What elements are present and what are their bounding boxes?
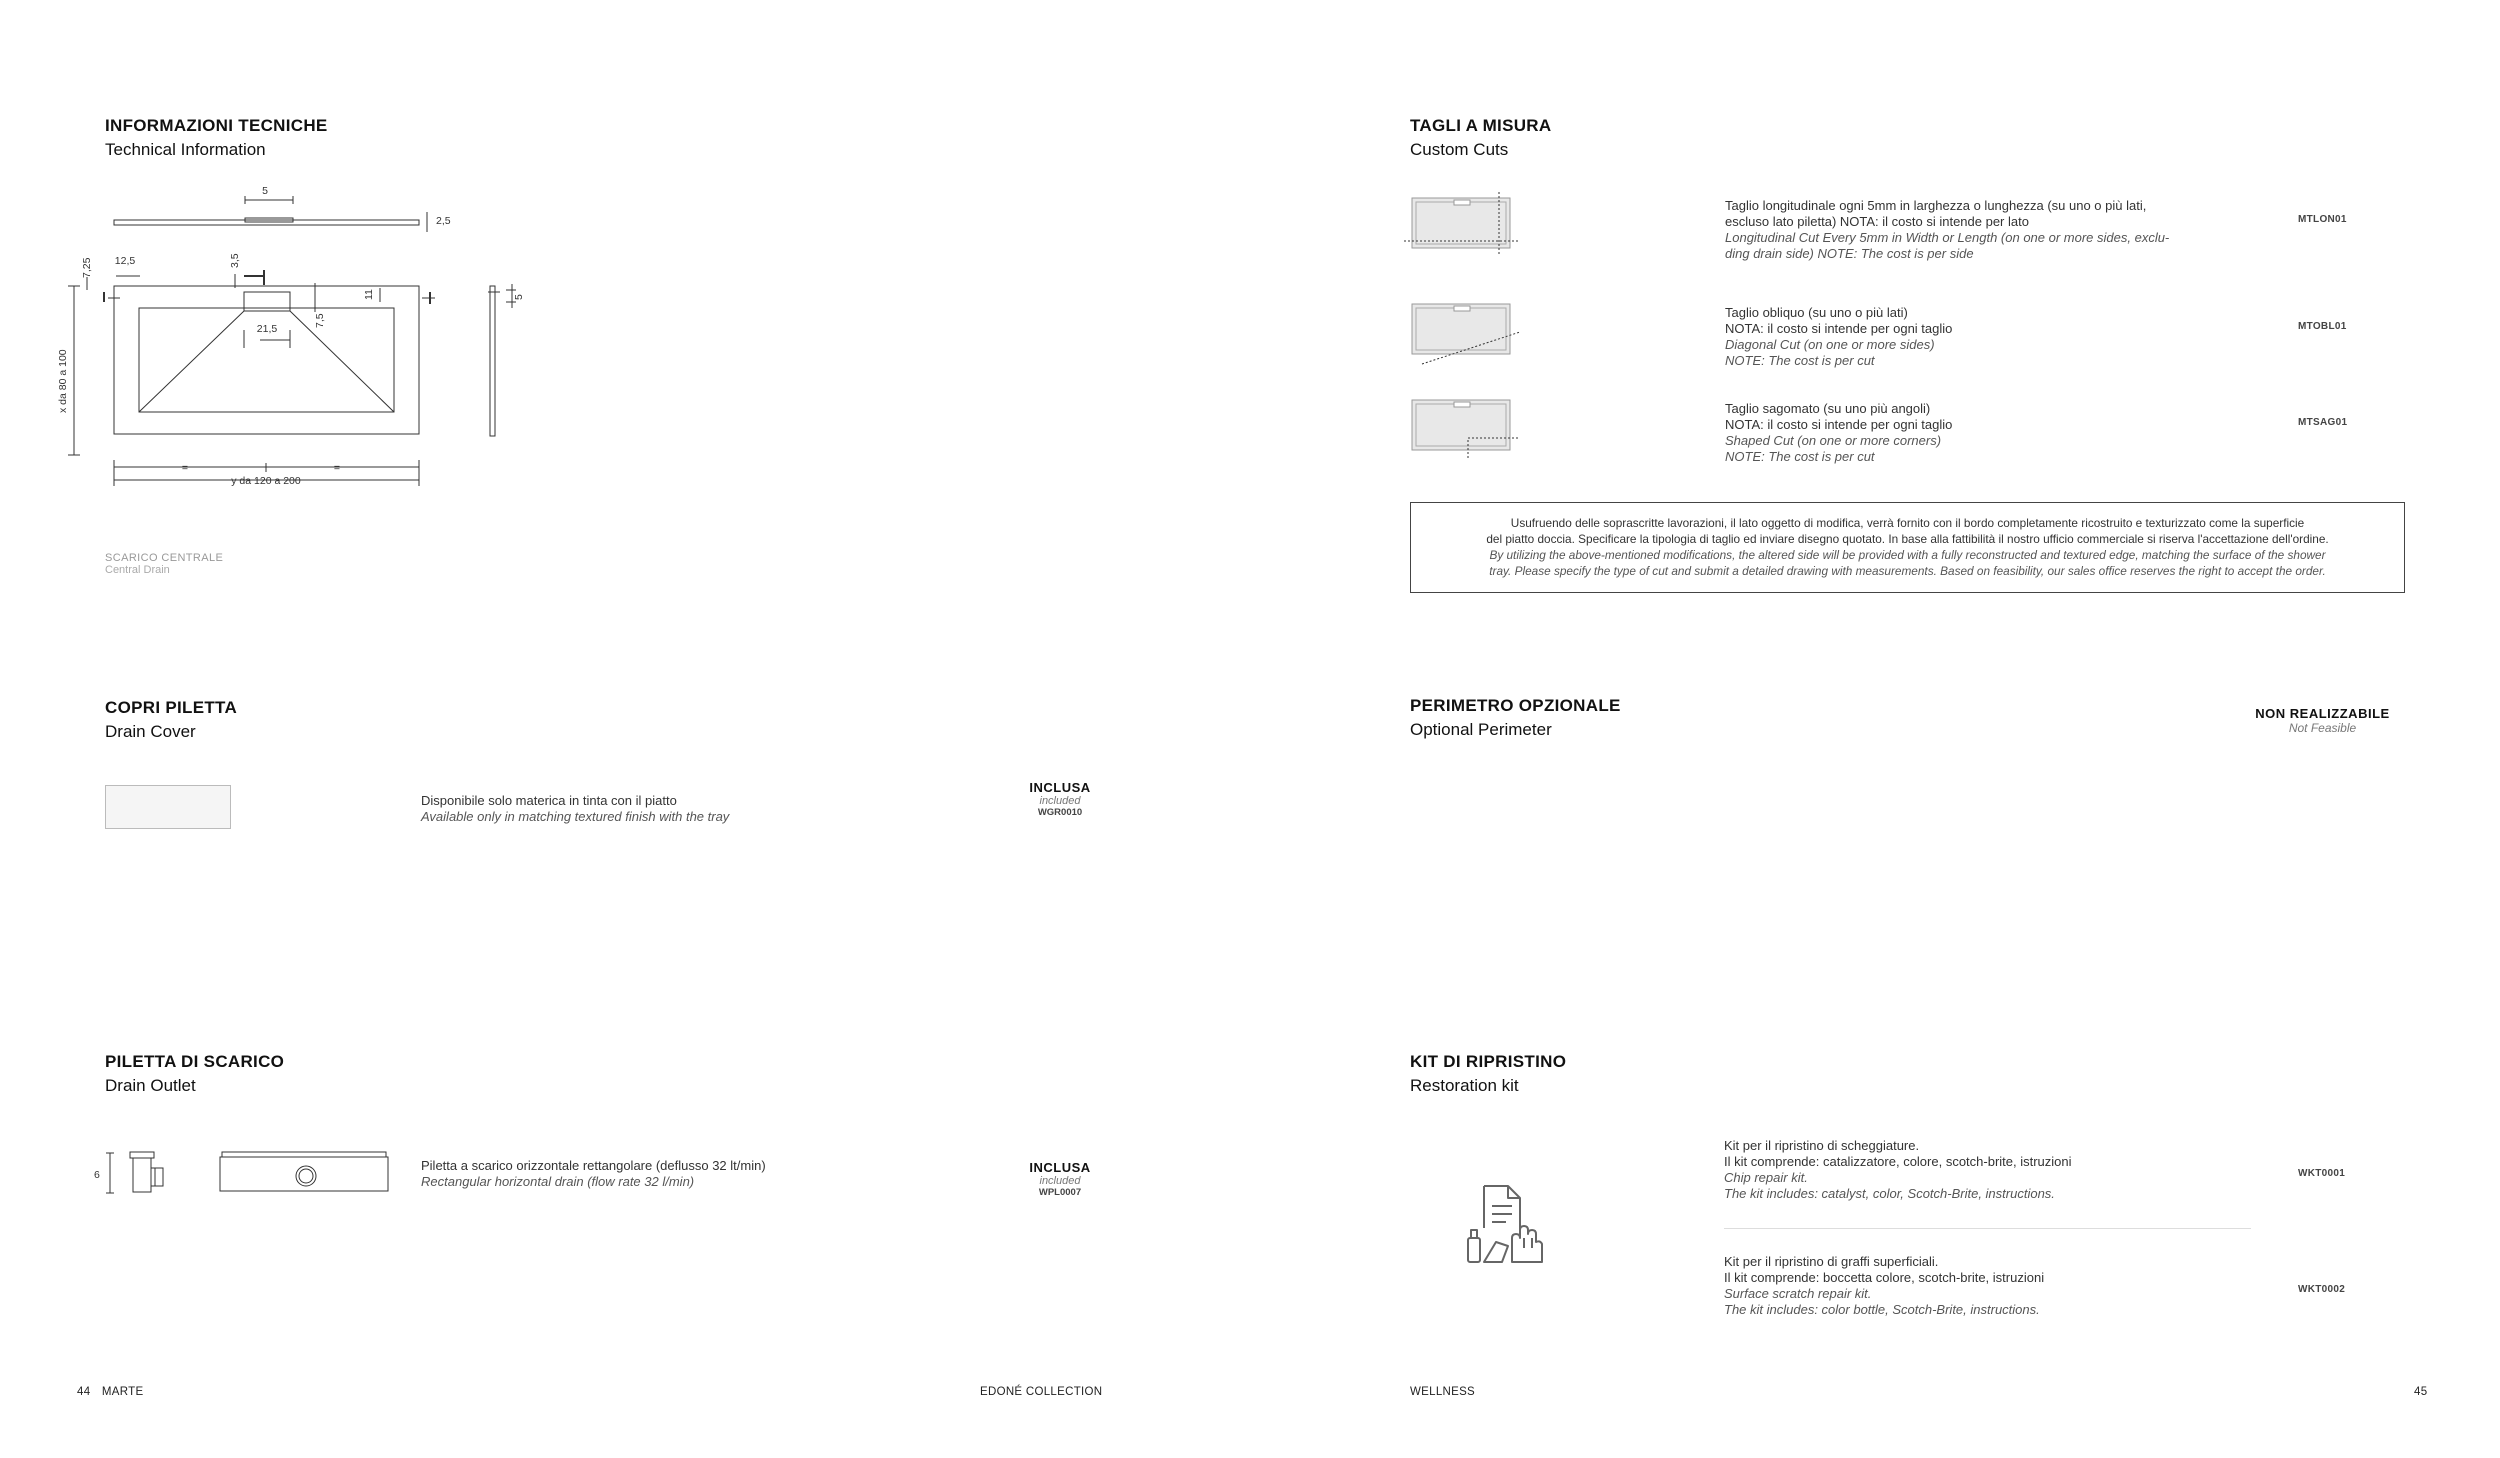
note-en-line-1: By utilizing the above-mentioned modifications, the altered side will be provided with a fully reconstructed and textured edge, matching the surface of the shower: [1489, 548, 2326, 562]
kit-2-code: WKT0002: [2298, 1284, 2346, 1295]
drain-outlet-status-en: included: [1039, 1175, 1081, 1187]
kit-item-chip: [1724, 1138, 2072, 1202]
collection-name: EDONÉ COLLECTION: [980, 1386, 1103, 1398]
diagonal-cut-icon: [1402, 296, 1522, 366]
drain-cover-desc-en: Available only in matching textured finish with the tray: [421, 809, 730, 824]
dim-2-5: 2,5: [436, 215, 451, 227]
kit-item-scratch: [1724, 1254, 2044, 1318]
dim-y-range: y da 120 a 200: [231, 475, 301, 487]
cut-3-code: MTSAG01: [2298, 417, 2348, 428]
drain-cover-title: COPRI PILETTA: [105, 698, 238, 717]
kit-1-en-line-1: Chip repair kit.: [1724, 1170, 1808, 1185]
tech-info-title: INFORMAZIONI TECNICHE: [105, 116, 328, 135]
drain-outlet-header: [105, 1052, 284, 1096]
kit-1-code: WKT0001: [2298, 1168, 2346, 1179]
perimeter-header: [1410, 696, 1621, 740]
kit-divider: [1724, 1228, 2251, 1229]
cut-item-longitudinal: [1725, 198, 2169, 262]
custom-cuts-note: [1410, 502, 2405, 593]
perimeter-subtitle: Optional Perimeter: [1410, 720, 1552, 739]
cut-1-it-line-2: escluso lato piletta) NOTA: il costo si intende per lato: [1725, 214, 2029, 229]
kit-2-it-line-1: Kit per il ripristino di graffi superficiali.: [1724, 1254, 1939, 1269]
drain-outlet-desc: [421, 1158, 766, 1190]
cut-3-it-line-2: NOTA: il costo si intende per ogni taglio: [1725, 417, 1953, 432]
dim-equal-right: =: [333, 462, 341, 474]
custom-cuts-subtitle: Custom Cuts: [1410, 140, 1509, 159]
cut-3-en-line-1: Shaped Cut (on one or more corners): [1725, 433, 1942, 448]
cut-2-it-line-2: NOTA: il costo si intende per ogni taglio: [1725, 321, 1953, 336]
custom-cuts-header: [1410, 116, 1551, 160]
dim-11: 11: [363, 289, 375, 300]
drain-outlet-subtitle: Drain Outlet: [105, 1076, 196, 1095]
right-page-number: 45: [2414, 1386, 2428, 1398]
drain-outlet-desc-en: Rectangular horizontal drain (flow rate 32 l/min): [421, 1174, 695, 1189]
cut-1-en-line-1: Longitudinal Cut Every 5mm in Width or Length (on one or more sides, exclu-: [1725, 230, 2170, 245]
tech-info-subtitle: Technical Information: [105, 140, 266, 159]
drain-cover-status: [1010, 780, 1110, 818]
caption-subtitle: Central Drain: [105, 564, 170, 576]
drain-cover-status-label: INCLUSA: [1029, 780, 1091, 795]
dim-3-5: 3,5: [229, 253, 241, 268]
drain-outlet-code: WPL0007: [1038, 1187, 1082, 1198]
drain-outlet-status-label: INCLUSA: [1029, 1160, 1091, 1175]
dim-5-side: 5: [513, 294, 525, 300]
drain-outlet-status: [1010, 1160, 1110, 1198]
dim-equal-left: =: [181, 462, 189, 474]
drain-outlet-desc-it: Piletta a scarico orizzontale rettangolare (deflusso 32 lt/min): [421, 1158, 766, 1173]
cut-2-en-line-2: NOTE: The cost is per cut: [1725, 353, 1875, 368]
note-it-line-2: del piatto doccia. Specificare la tipologia di taglio ed inviare disegno quotato. In base alla fattibilità il nostro ufficio commerciale si riserva l'accettazione dell'ordine.: [1486, 532, 2329, 546]
kit-1-en-line-2: The kit includes: catalyst, color, Scotch-Brite, instructions.: [1724, 1186, 2055, 1201]
repair-kit-icon: [1462, 1180, 1552, 1270]
kit-2-it-line-2: Il kit comprende: boccetta colore, scotch-brite, istruzioni: [1724, 1270, 2045, 1285]
perimeter-status: [2240, 706, 2405, 735]
dim-5-top: 5: [262, 185, 268, 197]
restoration-subtitle: Restoration kit: [1410, 1076, 1519, 1095]
dim-x-range: x da 80 a 100: [57, 349, 69, 413]
cut-1-it-line-1: Taglio longitudinale ogni 5mm in larghezza o lunghezza (su uno o più lati,: [1725, 198, 2147, 213]
cut-3-it-line-1: Taglio sagomato (su uno più angoli): [1725, 401, 1931, 416]
kit-2-en-line-1: Surface scratch repair kit.: [1724, 1286, 1872, 1301]
cut-item-shaped: [1725, 401, 1952, 465]
cut-2-it-line-1: Taglio obliquo (su uno o più lati): [1725, 305, 1908, 320]
drain-cover-code: WGR0010: [1037, 807, 1083, 818]
kit-1-it-line-2: Il kit comprende: catalizzatore, colore, scotch-brite, istruzioni: [1724, 1154, 2072, 1169]
cut-2-en-line-1: Diagonal Cut (on one or more sides): [1725, 337, 1935, 352]
dim-21-5: 21,5: [256, 323, 278, 335]
dim-7-5: 7,5: [314, 313, 326, 328]
left-footer: [77, 1386, 143, 1398]
cut-item-diagonal: [1725, 305, 1952, 369]
cut-1-en-line-2: ding drain side) NOTE: The cost is per side: [1725, 246, 1974, 261]
kit-1-it-line-1: Kit per il ripristino di scheggiature.: [1724, 1138, 1920, 1153]
longitudinal-cut-icon: [1402, 190, 1522, 260]
custom-cuts-title: TAGLI A MISURA: [1410, 116, 1552, 135]
kit-2-en-line-2: The kit includes: color bottle, Scotch-Brite, instructions.: [1724, 1302, 2040, 1317]
drain-cover-image: [105, 785, 231, 829]
dim-12-5: 12,5: [114, 255, 136, 267]
tech-info-header: [105, 116, 328, 160]
restoration-header: [1410, 1052, 1566, 1096]
restoration-title: KIT DI RIPRISTINO: [1410, 1052, 1567, 1071]
perimeter-status-label: NON REALIZZABILE: [2255, 706, 2390, 721]
cut-1-code: MTLON01: [2298, 214, 2347, 225]
drain-cover-desc: [421, 793, 729, 825]
dim-7-25: 7,25: [81, 257, 93, 278]
model-name: MARTE: [101, 1386, 144, 1398]
section-name: WELLNESS: [1410, 1386, 1476, 1398]
drain-cover-subtitle: Drain Cover: [105, 722, 196, 741]
cut-3-en-line-2: NOTE: The cost is per cut: [1725, 449, 1875, 464]
cut-2-code: MTOBL01: [2298, 321, 2347, 332]
note-it-line-1: Usufruendo delle soprascritte lavorazioni, il lato oggetto di modifica, verrà fornito con il bordo completamente ricostruito e texturizzato come la superficie: [1510, 516, 2305, 530]
perimeter-status-en: Not Feasible: [2288, 721, 2357, 735]
shaped-cut-icon: [1402, 392, 1522, 462]
drain-outlet-drawing: [88, 1148, 408, 1198]
left-page-number: 44: [77, 1386, 91, 1398]
drain-cover-desc-it: Disponibile solo materica in tinta con il piatto: [421, 793, 677, 808]
drawing-caption: [105, 552, 223, 576]
note-en-line-2: tray. Please specify the type of cut and submit a detailed drawing with measurements. Based on feasibility, our sales office reserves the right to accept the order.: [1489, 564, 2326, 578]
drain-cover-header: [105, 698, 237, 742]
technical-drawing: [57, 180, 560, 500]
drain-outlet-title: PILETTA DI SCARICO: [105, 1052, 285, 1071]
perimeter-title: PERIMETRO OPZIONALE: [1410, 696, 1621, 715]
dim-6: 6: [94, 1169, 100, 1181]
caption-title: SCARICO CENTRALE: [105, 552, 224, 564]
drain-cover-status-en: included: [1039, 795, 1081, 807]
